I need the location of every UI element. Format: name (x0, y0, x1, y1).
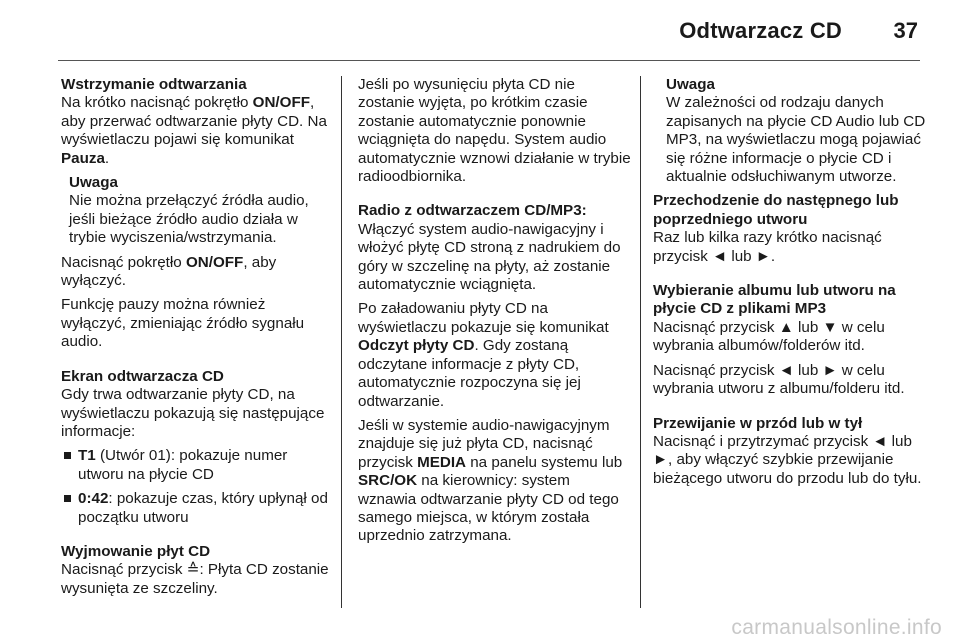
note-title: Uwaga (69, 174, 118, 192)
watermark: carmanualsonline.info (731, 616, 942, 639)
eject-heading: Wyjmowanie płyt CD (61, 542, 211, 560)
bullet-square-icon (64, 495, 71, 502)
paragraph (358, 417, 632, 546)
next-track-section (653, 192, 928, 266)
page-title: Odtwarzacz CD (679, 18, 842, 43)
note-box (61, 174, 333, 248)
text: Nacisnąć przycisk (61, 561, 187, 579)
knob-label: ON/OFF (185, 253, 244, 271)
pause-message: Pauza (61, 149, 105, 167)
eject-icon: ≙ (186, 561, 200, 579)
fast-forward-heading: Przewijanie w przód lub w tył (653, 414, 863, 432)
track-label: T1 (78, 447, 96, 465)
note-box (653, 76, 928, 186)
note-text: W zależności od rodzaju danych zapisanych na płycie CD Audio lub CD MP3, na wyświetlaczu mogą pojawiać się różne informacje o płycie CD i aktualnie odsłuchiwanym utworze. (666, 94, 926, 186)
paragraph: Funkcję pauzy można również wyłączyć, zmieniając źródło sygnału audio. (61, 296, 305, 351)
pause-text: . (104, 149, 110, 167)
text: Po załadowaniu płyty CD na wyświetlaczu pokazuje się komunikat (358, 300, 609, 336)
pause-text: , aby przerwać odtwarzanie płyty CD. Na wyświetlaczu pojawi się komunikat (61, 94, 327, 149)
album-section (653, 282, 928, 356)
paragraph (358, 300, 632, 410)
screen-text: Gdy trwa odtwarzanie płyty CD, na wyświetlaczu pokazują się następujące informacje: (61, 386, 325, 440)
screen-heading: Ekran odtwarzacza CD (61, 367, 224, 385)
list-item (61, 490, 333, 527)
text: : pokazuje czas, który upłynął od początku utworu (78, 490, 328, 526)
text: (Utwór 01): pokazuje numer utworu na płycie CD (78, 447, 288, 483)
text: . Gdy zostaną odczytane informacje z płyty CD, automatycznie rozpoczyna się jej odtwarzanie. (358, 337, 581, 410)
page-header (0, 0, 960, 62)
paragraph: Nacisnąć przycisk ◄ lub ► w celu wybrania utworu z albumu/folderu itd. (653, 361, 905, 398)
pause-heading: Wstrzymanie odtwarzania (61, 76, 247, 93)
text: Raz lub kilka razy krótko nacisnąć przycisk ◄ lub ►. (653, 229, 882, 265)
text: Nacisnąć i przytrzymać przycisk ◄ lub ►, aby włączyć szybkie przewijanie bieżącego utworu do przodu lub do tyłu. (653, 432, 922, 487)
knob-label: ON/OFF (252, 94, 310, 112)
next-track-heading: Przechodzenie do następnego lub poprzedniego utworu (653, 192, 899, 228)
screen-section (61, 368, 333, 442)
text: na panelu systemu lub (466, 453, 623, 471)
text: , aby wyłączyć. (61, 253, 277, 290)
paragraph (61, 254, 333, 291)
header-rule (58, 60, 920, 61)
reading-message: Odczyt płyty CD (358, 337, 475, 355)
media-button-label: MEDIA (417, 453, 467, 471)
mp3-heading: Radio z odtwarzaczem CD/MP3: (358, 202, 587, 220)
text: na kierownicy: system wznawia odtwarzanie płyty CD od tego samego miejsca, w którym została uprzednio zatrzymana. (358, 472, 619, 545)
column-2 (358, 76, 632, 552)
pause-text: Na krótko nacisnąć pokrętło (61, 94, 253, 112)
pause-section (61, 76, 333, 168)
page-number: 37 (893, 18, 918, 43)
text: Włączyć system audio-nawigacyjny i włożyć płytę CD stroną z nadrukiem do góry w szczelinę na płyty, aż zostanie automatycznie wciągnięta. (358, 220, 621, 294)
fast-forward-section (653, 415, 928, 489)
bullet-square-icon (64, 452, 71, 459)
text: Nacisnąć przycisk ▲ lub ▼ w celu wybrania albumów/folderów itd. (653, 318, 885, 355)
column-3 (653, 76, 928, 494)
time-label: 0:42 (78, 490, 109, 508)
text: Jeśli w systemie audio-nawigacyjnym znajduje się już płyta CD, nacisnąć przycisk (358, 416, 610, 471)
column-divider-1 (341, 76, 342, 608)
eject-section (61, 543, 333, 598)
note-title: Uwaga (666, 76, 715, 93)
column-1 (61, 76, 333, 604)
mp3-section (358, 202, 632, 294)
text: : Płyta CD zostanie wysunięta ze szczeliny. (61, 561, 329, 597)
paragraph: Jeśli po wysunięciu płyta CD nie zostanie wyjęta, po krótkim czasie zostanie automatycznie ponownie wciągnięta do napędu. System audio automatycznie wznowi działanie w trybie radioodbiornika. (358, 76, 631, 186)
column-divider-2 (640, 76, 641, 608)
text: Nacisnąć pokrętło (61, 253, 186, 271)
list-item (61, 447, 333, 484)
album-heading: Wybieranie albumu lub utworu na płycie CD z plikami MP3 (653, 282, 896, 318)
src-ok-button-label: SRC/OK (358, 472, 418, 490)
note-text: Nie można przełączyć źródła audio, jeśli bieżące źródło audio działa w trybie wyciszenia/wstrzymania. (69, 192, 309, 247)
